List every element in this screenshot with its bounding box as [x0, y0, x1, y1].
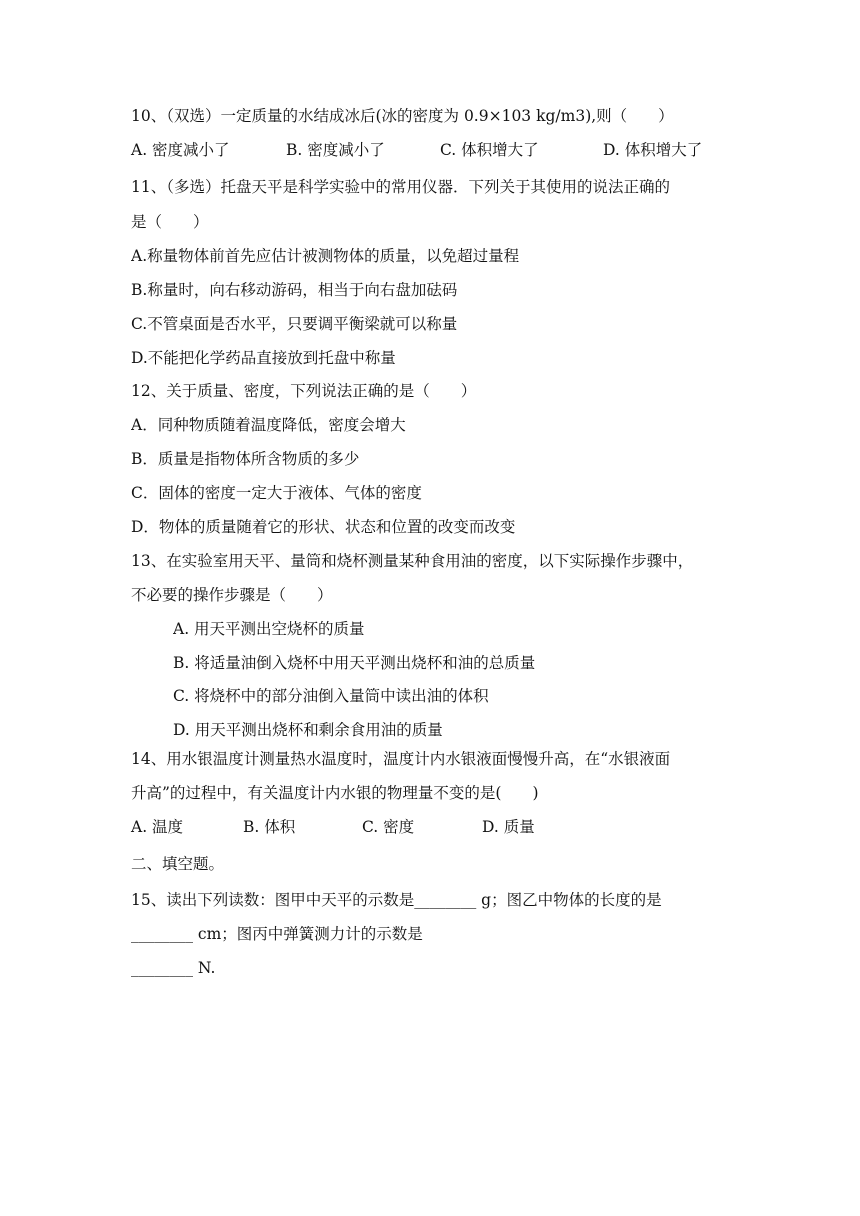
q10-option-d: D. 体积增大了 — [603, 141, 703, 159]
q12-option-d: D．物体的质量随着它的形状、状态和位置的改变而改变 — [131, 518, 516, 536]
q11-option-c: C.不管桌面是否水平，只要调平衡梁就可以称量 — [131, 315, 458, 333]
q12-option-a: A．同种物质随着温度降低，密度会增大 — [131, 416, 406, 434]
q10-options — [131, 138, 751, 162]
q14-stem-line1: 14、用水银温度计测量热水温度时，温度计内水银液面慢慢升高，在“水银液面 — [131, 750, 671, 768]
q11-option-d: D.不能把化学药品直接放到托盘中称量 — [131, 349, 396, 367]
q11-option-a: A.称量物体前首先应估计被测物体的质量，以免超过量程 — [131, 247, 520, 265]
q10-option-a: A. 密度减小了 — [131, 141, 230, 159]
q15-line1: 15、读出下列读数：图甲中天平的示数是________ g；图乙中物体的长度的是 — [131, 891, 662, 909]
q14-option-a: A. 温度 — [131, 818, 184, 836]
q10-option-c: C. 体积增大了 — [440, 141, 539, 159]
q11-stem-line1: 11、（多选）托盘天平是科学实验中的常用仪器．下列关于其使用的说法正确的 — [131, 178, 670, 196]
section-title: 二、填空题。 — [131, 855, 225, 873]
q13-option-c: C. 将烧杯中的部分油倒入量筒中读出油的体积 — [173, 687, 489, 705]
q13-stem-line1: 13、在实验室用天平、量筒和烧杯测量某种食用油的密度，以下实际操作步骤中， — [131, 552, 694, 570]
q14-option-d: D. 质量 — [482, 818, 535, 836]
q14-option-c: C. 密度 — [362, 818, 415, 836]
q11-stem-line2: 是（ ） — [131, 213, 209, 231]
q10-stem: 10、（双选）一定质量的水结成冰后(冰的密度为 0.9×103 kg/m3),则（ ） — [131, 107, 674, 125]
q11-option-b: B.称量时，向右移动游码，相当于向右盘加砝码 — [131, 281, 458, 299]
q12-option-b: B．质量是指物体所含物质的多少 — [131, 450, 360, 468]
q12-option-c: C．固体的密度一定大于液体、气体的密度 — [131, 484, 422, 502]
q10-option-b: B. 密度减小了 — [286, 141, 385, 159]
q14-stem-line2: 升高”的过程中，有关温度计内水银的物理量不变的是( ) — [131, 784, 539, 802]
q14-option-b: B. 体积 — [243, 818, 296, 836]
q13-option-b: B. 将适量油倒入烧杯中用天平测出烧杯和油的总质量 — [173, 654, 536, 672]
q15-line2: ________ cm；图丙中弹簧测力计的示数是 — [131, 925, 423, 943]
q12-stem: 12、关于质量、密度，下列说法正确的是（ ） — [131, 382, 477, 400]
q13-option-a: A. 用天平测出空烧杯的质量 — [173, 620, 365, 638]
q14-options — [131, 815, 751, 839]
q13-stem-line2: 不必要的操作步骤是（ ） — [131, 586, 333, 604]
q15-line3: ________ N. — [131, 959, 216, 977]
q13-option-d: D. 用天平测出烧杯和剩余食用油的质量 — [173, 721, 443, 739]
